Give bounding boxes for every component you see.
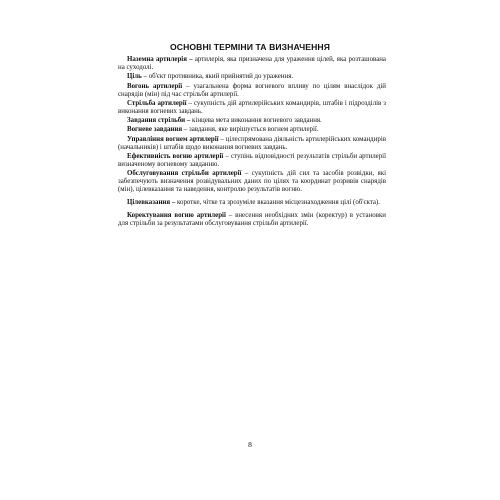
definition-text: – цілеспрямована діяльність артилерійських командирів (начальників) і штабів щодо виконання вогневих завдань.	[118, 135, 386, 151]
definition-ground-artillery	[118, 56, 386, 72]
definition-term: Вогневе завдання	[127, 126, 183, 134]
definition-text: коротке, чітке та зрозуміле вказання місцезнаходження цілі (об'єкта).	[175, 199, 380, 207]
definition-text: – узагальнена форма вогневого впливу по цілям внаслідок дій снарядів (мін) під час стрільби артилерії.	[118, 82, 386, 98]
definition-text: – ступінь відповідності результатів стрільби артилерії визначеному вогневому завданню.	[118, 152, 387, 168]
definition-term: Стрільба артилерії	[127, 99, 187, 107]
definition-term: Ефективність вогню артилерії	[127, 152, 224, 160]
definition-artillery-firing	[118, 100, 386, 116]
definition-fire-adjustment	[118, 212, 386, 228]
definition-target	[118, 73, 386, 81]
definition-text: – об'єкт противника, який прийнятий до ураження.	[141, 73, 294, 81]
definition-text: кінцева мета виконання вогневого завдання.	[190, 117, 322, 125]
definitions-list	[118, 56, 386, 230]
definition-term: Обслуговування стрільби артилерії	[127, 170, 242, 178]
definition-firing-task	[118, 117, 386, 125]
definition-text: – завдання, яке вирішується вогнем артилерії.	[182, 126, 319, 134]
page-number: 8	[248, 440, 252, 449]
definition-term: Коректування вогню артилерії	[127, 212, 226, 220]
page-title: ОСНОВНІ ТЕРМІНИ ТА ВИЗНАЧЕННЯ	[170, 42, 330, 52]
definition-artillery-fire	[118, 83, 386, 99]
definition-text: – сукупність дій артилерійських командирів, штабів і підрозділів з виконання вогневих завдань.	[118, 99, 386, 115]
definition-fire-effectiveness	[118, 153, 386, 169]
definition-text: – сукупність дій сил та засобів розвідки, які забезпечують визначення розвідувальних даних по цілях та координат розривів снарядів (мін), цілевказання та наведення, контролю результатів вогню.	[118, 170, 387, 194]
definition-text: – внесення необхідних змін (коректур) в установки для стрільби за результатами обслуговування стрільби артилерії.	[118, 212, 386, 228]
definition-term: Ціль	[127, 73, 142, 81]
definition-term: Управління вогнем артилерії	[127, 135, 219, 143]
definition-fire-mission	[118, 126, 386, 134]
definition-term: Цілевказання –	[127, 199, 176, 207]
definition-target-designation	[118, 199, 386, 207]
definition-term: Вогонь артилерії	[127, 82, 183, 90]
definition-term: Наземна артилерія –	[127, 56, 193, 63]
definition-firing-support	[118, 170, 386, 194]
definition-fire-control	[118, 136, 386, 152]
definition-term: Завдання стрільби –	[127, 117, 191, 125]
definition-text: артилерія, яка призначена для ураження цілей, яка розташована на суходолі.	[118, 56, 386, 72]
